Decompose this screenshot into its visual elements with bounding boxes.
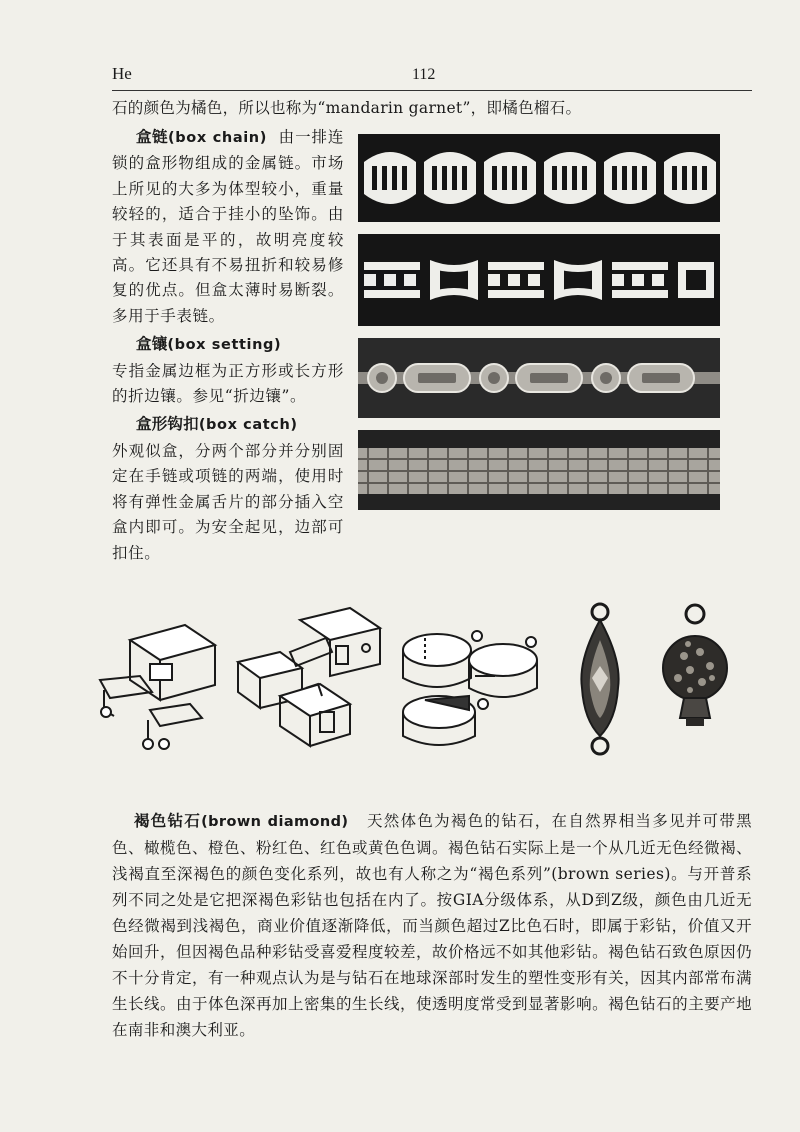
entry-term: 盒镶 xyxy=(136,334,168,354)
entry-term-english: (brown diamond) xyxy=(201,813,349,830)
entry-body: 天然体色为褐色的钻石，在自然界相当多见并可带黑色、橄榄色、橙色、粉红色、红色或黄色色调。褐色钻石实际上是一个从几近无色经微褐、浅褐直至深褐色的颜色变化系列，故也有人称之为“褐色系列”(brown series)。与开普系列不同之处是它把深褐色彩钻也包括在内了。按GIA分级体系，从D到Z级，颜色由几近无色经微褐到浅褐色，商业价值逐渐降低，而当颜色超过Z比色石时，即属于彩钻，价值又开始回升，但因褐色品种彩钻受喜爱程度较差，故价格远不如其他彩钻。褐色钻石致色原因仍不十分肯定，有一种观点认为是与钻石在地球深部时发生的塑性变形有关，因其内部常布满生长线。由于体色深再加上密集的生长线，使透明度常受到显著影响。褐色钻石的主要产地在南非和澳大利亚。 xyxy=(112,811,752,1039)
page-number: 112 xyxy=(412,66,436,83)
round-filigree-catch-figure xyxy=(660,600,730,760)
entry-term-english: (box chain) xyxy=(168,130,267,146)
oval-ornate-catch-figure xyxy=(570,600,630,760)
header-key-letter: He xyxy=(112,64,132,83)
chain-figures xyxy=(358,134,720,522)
entry-term: 盒链 xyxy=(136,127,169,146)
entry-term-english: (box setting) xyxy=(167,337,282,354)
entry-body: 专指金属边框为正方形或长方形的折边镶。参见“折边镶”。 xyxy=(112,361,344,406)
box-chain-arched-figure xyxy=(358,134,720,222)
entry-body: 由一排连锁的盒形物组成的金属链。市场上所见的大多为体型较小，重量较轻的，适合于挂小的坠饰。由于其表面是平的，故明亮度较高。它还具有不易扭折和较易修复的优点。但盒太薄时易断裂。多用于手表链。 xyxy=(112,128,345,325)
box-chain-bracket-figure xyxy=(358,234,720,326)
entry-brown-diamond xyxy=(112,808,752,1043)
entry-term: 褐色钻石 xyxy=(134,810,202,830)
entry-box-catch xyxy=(112,411,344,565)
box-chain-oval-link-figure xyxy=(358,338,720,418)
continued-text: 石的颜色为橘色，所以也称为“mandarin garnet”，即橘色榴石。 xyxy=(112,99,582,117)
running-head xyxy=(112,62,752,91)
entry-term-english: (box catch) xyxy=(198,417,298,434)
left-column xyxy=(112,124,344,568)
entry-box-setting xyxy=(112,331,344,409)
box-chain-mesh-figure xyxy=(358,430,720,510)
box-catch-assembly-diagram-figure xyxy=(230,600,400,760)
clasp-figures xyxy=(90,600,730,760)
entry-body: 外观似盒，分两个部分并分别固定在手链或项链的两端，使用时将有弹性金属舌片的部分插入空盒内即可。为安全起见，边部可扣住。 xyxy=(112,441,344,562)
box-catch-open-diagram-figure xyxy=(90,600,220,760)
entry-box-chain xyxy=(112,124,344,329)
entry-term: 盒形钩扣 xyxy=(136,414,199,434)
round-box-catch-diagram-figure xyxy=(395,600,545,760)
